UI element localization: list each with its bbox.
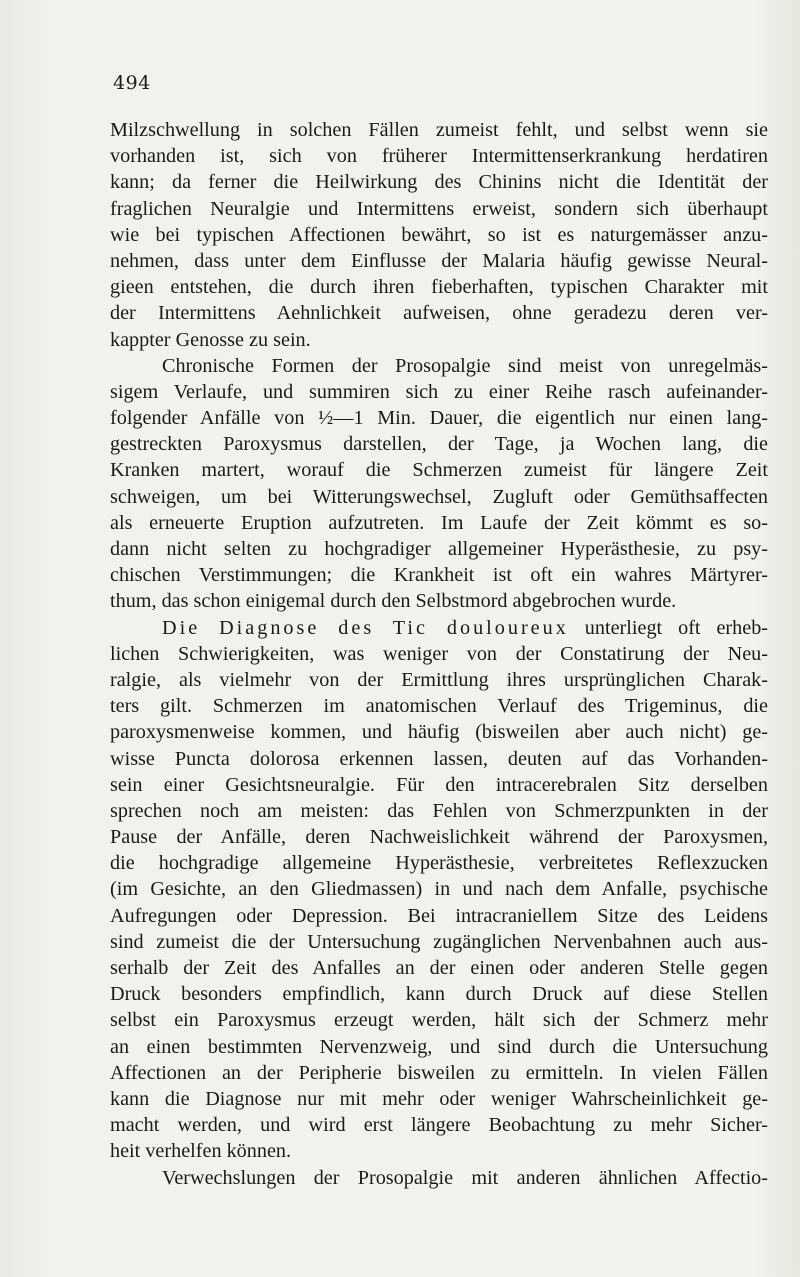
text-line: kann die Diagnose nur mit mehr oder weniger Wahrscheinlichkeit ge- [110, 1087, 768, 1110]
text-line: serhalb der Zeit des Anfalles an der einen oder anderen Stelle gegen [110, 957, 768, 979]
text-line: thum, das schon einigemal durch den Selbstmord abgebrochen wurde. [110, 590, 677, 613]
spaced-emphasis: Die Diagnose des Tic douloureux [162, 616, 569, 639]
text-line: sind zumeist die der Untersuchung zugänglichen Nervenbahnen auch aus- [110, 930, 768, 953]
text-line: gieen entstehen, die durch ihren fieberhaften, typischen Charakter mit [110, 276, 768, 299]
text-line: heit verhelfen können. [110, 1140, 292, 1163]
text-line: der Intermittens Aehnlichkeit aufweisen, ohne geradezu deren ver- [110, 302, 768, 325]
text-line: schweigen, um bei Witterungswechsel, Zugluft oder Gemüthsaffecten [110, 485, 768, 508]
text-line: vorhanden ist, sich von früherer Intermittenserkrankung herdatiren [110, 145, 768, 168]
text-line: folgender Anfälle von ½—1 Min. Dauer, die eigentlich nur einen lang- [110, 407, 768, 430]
text-line: fraglichen Neuralgie und Intermittens erweist, sondern sich überhaupt [110, 197, 768, 220]
text-line: Kranken martert, worauf die Schmerzen zumeist für längere Zeit [110, 459, 768, 482]
body-text [110, 117, 768, 1191]
text-line: Pause der Anfälle, deren Nachweislichkeit während der Paroxysmen, [110, 826, 768, 849]
text-line: Aufregungen oder Depression. Bei intracraniellem Sitze des Leidens [110, 904, 768, 927]
text-line: die hochgradige allgemeine Hyperästhesie, verbreitetes Reflexzucken [110, 852, 768, 875]
text-line: wisse Puncta dolorosa erkennen lassen, deuten auf das Vorhanden- [110, 747, 768, 770]
paragraph-start-line: Verwechslungen der Prosopalgie mit anderen ähnlichen Affectio- [162, 1166, 768, 1189]
paragraph-start-line [110, 615, 768, 641]
text-line: Affectionen an der Peripherie bisweilen zu ermitteln. In vielen Fällen [110, 1061, 768, 1084]
text-line: sprechen noch am meisten: das Fehlen von Schmerzpunkten in der [110, 799, 768, 822]
text-line: kann; da ferner die Heilwirkung des Chinins nicht die Identität der [110, 171, 768, 194]
text-line: Milzschwellung in solchen Fällen zumeist fehlt, und selbst wenn sie [110, 119, 768, 141]
text-line: macht werden, und wird erst längere Beobachtung zu mehr Sicher- [110, 1114, 768, 1137]
text-line: ralgie, als vielmehr von der Ermittlung ihres ursprünglichen Charak- [110, 668, 768, 691]
text-line: dann nicht selten zu hochgradiger allgemeiner Hyperästhesie, zu psy- [110, 538, 768, 560]
text-line: lichen Schwierigkeiten, was weniger von der Constatirung der Neu- [110, 642, 768, 665]
text-line: nehmen, dass unter dem Einflusse der Malaria häufig gewisse Neural- [110, 249, 768, 272]
text-line: gestreckten Paroxysmus darstellen, der Tage, ja Wochen lang, die [110, 433, 768, 456]
text-line: Druck besonders empfindlich, kann durch Druck auf diese Stellen [110, 983, 768, 1006]
text-line: paroxysmenweise kommen, und häufig (bisweilen aber auch nicht) ge- [110, 721, 768, 744]
text-line: kappter Genosse zu sein. [110, 328, 311, 351]
text-line: sein einer Gesichtsneuralgie. Für den intracerebralen Sitz derselben [110, 773, 768, 796]
text-line: ters gilt. Schmerzen im anatomischen Verlauf des Trigeminus, die [110, 695, 768, 718]
paragraph-start-line: Chronische Formen der Prosopalgie sind meist von unregelmäs- [162, 354, 768, 377]
text-line: chischen Verstimmungen; die Krankheit ist oft ein wahres Märtyrer- [110, 564, 768, 587]
text-line: wie bei typischen Affectionen bewährt, so ist es naturgemässer anzu- [110, 223, 768, 246]
text-line-remainder: unterliegt oft erheb- [584, 616, 768, 639]
text-line: sigem Verlaufe, und summiren sich zu einer Reihe rasch aufeinander- [110, 380, 768, 403]
text-line: (im Gesichte, an den Gliedmassen) in und nach dem Anfalle, psychische [110, 878, 768, 901]
text-line: an einen bestimmten Nervenzweig, und sind durch die Untersuchung [110, 1035, 768, 1058]
text-line: als erneuerte Eruption aufzutreten. Im Laufe der Zeit kömmt es so- [110, 511, 768, 534]
page-number: 494 [113, 72, 151, 94]
text-line: selbst ein Paroxysmus erzeugt werden, hält sich der Schmerz mehr [110, 1009, 768, 1032]
